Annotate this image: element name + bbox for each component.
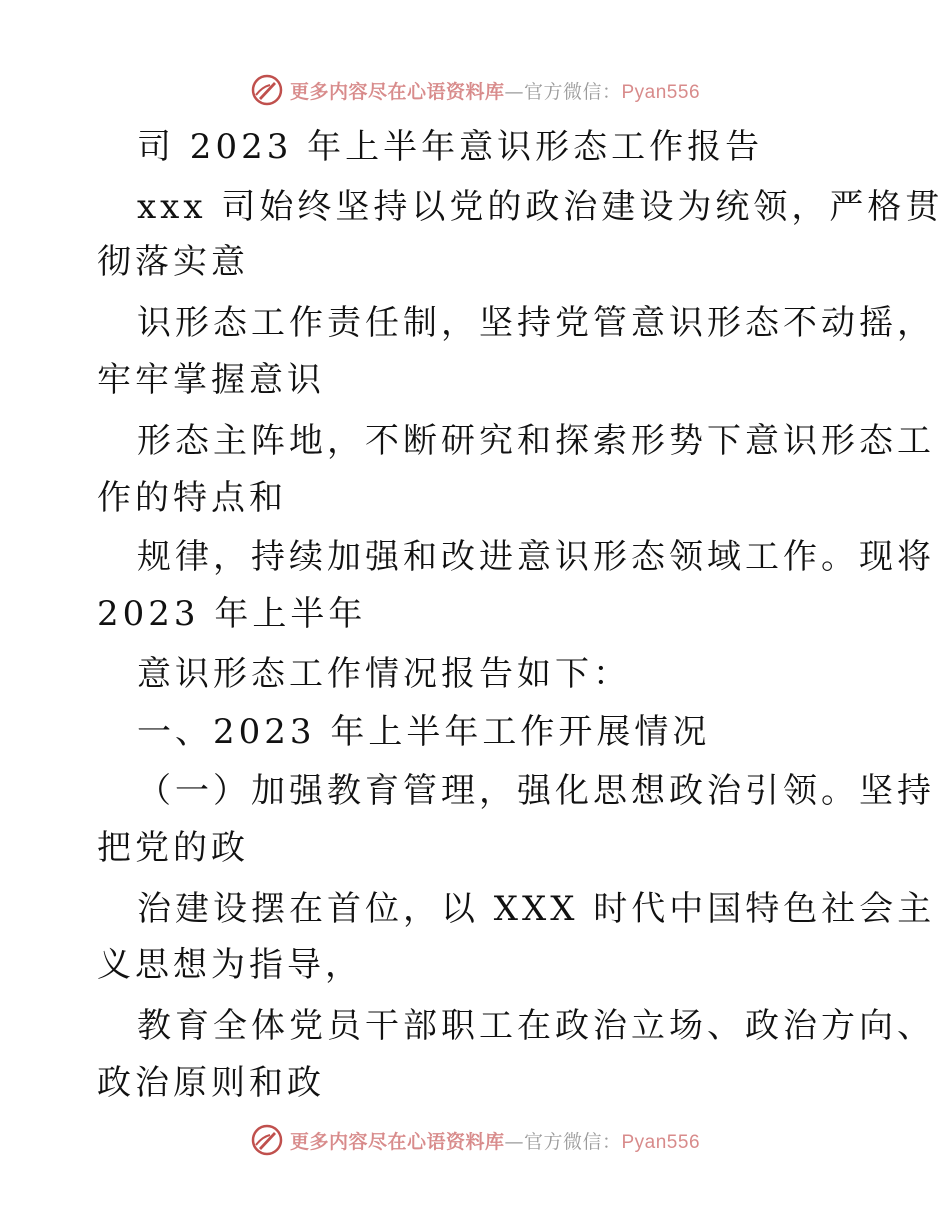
watermark-text: 更多内容尽在心语资料库—官方微信：Pyan556	[289, 1130, 701, 1153]
doc-line: 牢牢掌握意识	[97, 360, 325, 400]
doc-line: 把党的政	[97, 828, 249, 868]
doc-line: xxx 司始终坚持以党的政治建设为统领，严格贯	[137, 187, 944, 227]
doc-line: 作的特点和	[97, 478, 287, 518]
doc-line: 治建设摆在首位，以 XXX 时代中国特色社会主	[137, 889, 936, 929]
doc-line: 形态主阵地，不断研究和探索形势下意识形态工	[137, 421, 935, 461]
doc-line: 识形态工作责任制，坚持党管意识形态不动摇，	[137, 303, 935, 343]
doc-line: 彻落实意	[97, 242, 249, 282]
quill-logo-icon	[250, 73, 284, 107]
doc-line-subheading: （一）加强教育管理，强化思想政治引领。坚持	[137, 771, 935, 811]
footer-watermark	[0, 1120, 950, 1160]
doc-line: 2023 年上半年	[97, 594, 367, 634]
doc-line: 义思想为指导，	[97, 945, 363, 985]
doc-line: 教育全体党员干部职工在政治立场、政治方向、	[137, 1006, 935, 1046]
doc-line: 政治原则和政	[97, 1063, 325, 1103]
doc-line: 意识形态工作情况报告如下：	[137, 654, 631, 694]
doc-line-section-heading: 一、2023 年上半年工作开展情况	[137, 712, 711, 752]
quill-logo-icon	[250, 1123, 284, 1157]
watermark-text: 更多内容尽在心语资料库—官方微信：Pyan556	[289, 80, 701, 103]
doc-line-title: 司 2023 年上半年意识形态工作报告	[137, 127, 764, 167]
header-watermark	[0, 70, 950, 110]
doc-line: 规律，持续加强和改进意识形态领域工作。现将	[137, 537, 935, 577]
